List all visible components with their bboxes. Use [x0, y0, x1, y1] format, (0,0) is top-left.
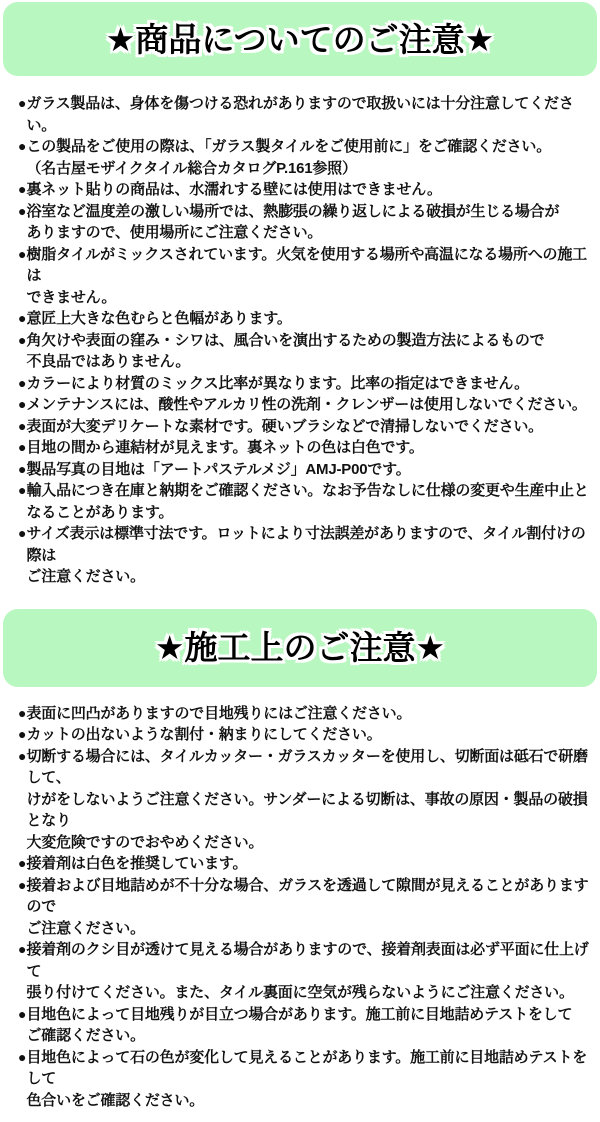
- bullet-icon: ●: [18, 437, 26, 459]
- bullet-icon: ●: [18, 136, 26, 158]
- notice-item: [18, 394, 592, 416]
- notice-item: [18, 93, 592, 136]
- notice-item: [18, 853, 592, 875]
- notice-text: 目地色によって石の色が変化して見えることがあります。施工前に目地詰めテストをして 色合いをご確認ください。: [26, 1047, 592, 1112]
- notice-text: 製品写真の目地は「アートパステルメジ」AMJ-P00です。: [26, 459, 592, 481]
- notice-text: 浴室など温度差の激しい場所では、熱膨張の繰り返しによる破損が生じる場合が ありますので、使用場所にご注意ください。: [26, 201, 592, 244]
- bullet-icon: ●: [18, 394, 26, 416]
- notice-item: [18, 1004, 592, 1047]
- product-notes-header-band: [3, 2, 597, 76]
- notice-text: 輸入品につき在庫と納期をご確認ください。なお予告なしに仕様の変更や生産中止と なることがあります。: [26, 480, 592, 523]
- installation-notes-title: ★施工上のご注意★: [155, 631, 445, 664]
- bullet-icon: ●: [18, 1047, 26, 1069]
- notice-text: 角欠けや表面の窪み・シワは、風合いを演出するための製造方法によるもので 不良品ではありません。: [26, 330, 592, 373]
- notice-item: [18, 724, 592, 746]
- bullet-icon: ●: [18, 1004, 26, 1026]
- section-product-notes: [0, 2, 600, 599]
- bullet-icon: ●: [18, 373, 26, 395]
- product-notice-page: [0, 2, 600, 931]
- notice-item: [18, 939, 592, 1004]
- notice-text: 目地の間から連結材が見えます。裏ネットの色は白色です。: [26, 437, 592, 459]
- notice-text: 接着剤は白色を推奨しています。: [26, 853, 592, 875]
- notice-text: 意匠上大きな色むらと色幅があります。: [26, 308, 592, 330]
- notice-item: [18, 416, 592, 438]
- notice-text: 切断する場合には、タイルカッター・ガラスカッターを使用し、切断面は砥石で研磨して、 けがをしないようご注意ください。サンダーによる切断は、事故の原因・製品の破損となり 大変危険ですのでおやめください。: [26, 746, 592, 854]
- notice-text: 樹脂タイルがミックスされています。火気を使用する場所や高温になる場所への施工は できません。: [26, 244, 592, 309]
- bullet-icon: ●: [18, 330, 26, 352]
- notice-text: この製品をご使用の際は、「ガラス製タイルをご使用前に」をご確認ください。 （名古屋モザイクタイル総合カタログP.161参照）: [26, 136, 592, 179]
- notice-text: 接着および目地詰めが不十分な場合、ガラスを透過して隙間が見えることがありますので ご注意ください。: [26, 875, 592, 940]
- bullet-icon: ●: [18, 703, 26, 725]
- bullet-icon: ●: [18, 724, 26, 746]
- notice-item: [18, 308, 592, 330]
- notice-item: [18, 480, 592, 523]
- notice-item: [18, 459, 592, 481]
- notice-item: [18, 746, 592, 854]
- notice-text: ガラス製品は、身体を傷つける恐れがありますので取扱いには十分注意してください。: [26, 93, 592, 136]
- notice-item: [18, 373, 592, 395]
- notice-item: [18, 244, 592, 309]
- notice-text: カットの出ないような割付・納まりにしてください。: [26, 724, 592, 746]
- notice-item: [18, 523, 592, 588]
- notice-text: メンテナンスには、酸性やアルカリ性の洗剤・クレンザーは使用しないでください。: [26, 394, 592, 416]
- notice-text: サイズ表示は標準寸法です。ロットにより寸法誤差がありますので、タイル割付けの際は ご注意ください。: [26, 523, 592, 588]
- installation-notes-header-band: [3, 609, 597, 687]
- notice-item: [18, 703, 592, 725]
- bullet-icon: ●: [18, 939, 26, 961]
- product-notes-title: ★商品についてのご注意★: [106, 23, 495, 56]
- notice-item: [18, 1047, 592, 1112]
- bullet-icon: ●: [18, 853, 26, 875]
- notice-item: [18, 201, 592, 244]
- notice-text: カラーにより材質のミックス比率が異なります。比率の指定はできません。: [26, 373, 592, 395]
- bullet-icon: ●: [18, 93, 26, 115]
- bullet-icon: ●: [18, 480, 26, 502]
- bullet-icon: ●: [18, 416, 26, 438]
- installation-notes-list: [0, 687, 600, 1122]
- bullet-icon: ●: [18, 459, 26, 481]
- bullet-icon: ●: [18, 244, 26, 266]
- notice-item: [18, 179, 592, 201]
- notice-text: 裏ネット貼りの商品は、水濡れする壁には使用はできません。: [26, 179, 592, 201]
- bullet-icon: ●: [18, 179, 26, 201]
- section-installation-notes: [0, 609, 600, 1122]
- bullet-icon: ●: [18, 308, 26, 330]
- notice-text: 目地色によって目地残りが目立つ場合があります。施工前に目地詰めテストをして ご確認ください。: [26, 1004, 592, 1047]
- bullet-icon: ●: [18, 523, 26, 545]
- notice-text: 表面に凹凸がありますので目地残りにはご注意ください。: [26, 703, 592, 725]
- notice-item: [18, 136, 592, 179]
- notice-text: 接着剤のクシ目が透けて見える場合がありますので、接着剤表面は必ず平面に仕上げて 張り付けてください。また、タイル裏面に空気が残らないようにご注意ください。: [26, 939, 592, 1004]
- bullet-icon: ●: [18, 746, 26, 768]
- notice-item: [18, 330, 592, 373]
- bullet-icon: ●: [18, 201, 26, 223]
- product-notes-list: [0, 76, 600, 599]
- bullet-icon: ●: [18, 875, 26, 897]
- notice-item: [18, 875, 592, 940]
- notice-text: 表面が大変デリケートな素材です。硬いブラシなどで清掃しないでください。: [26, 416, 592, 438]
- notice-item: [18, 437, 592, 459]
